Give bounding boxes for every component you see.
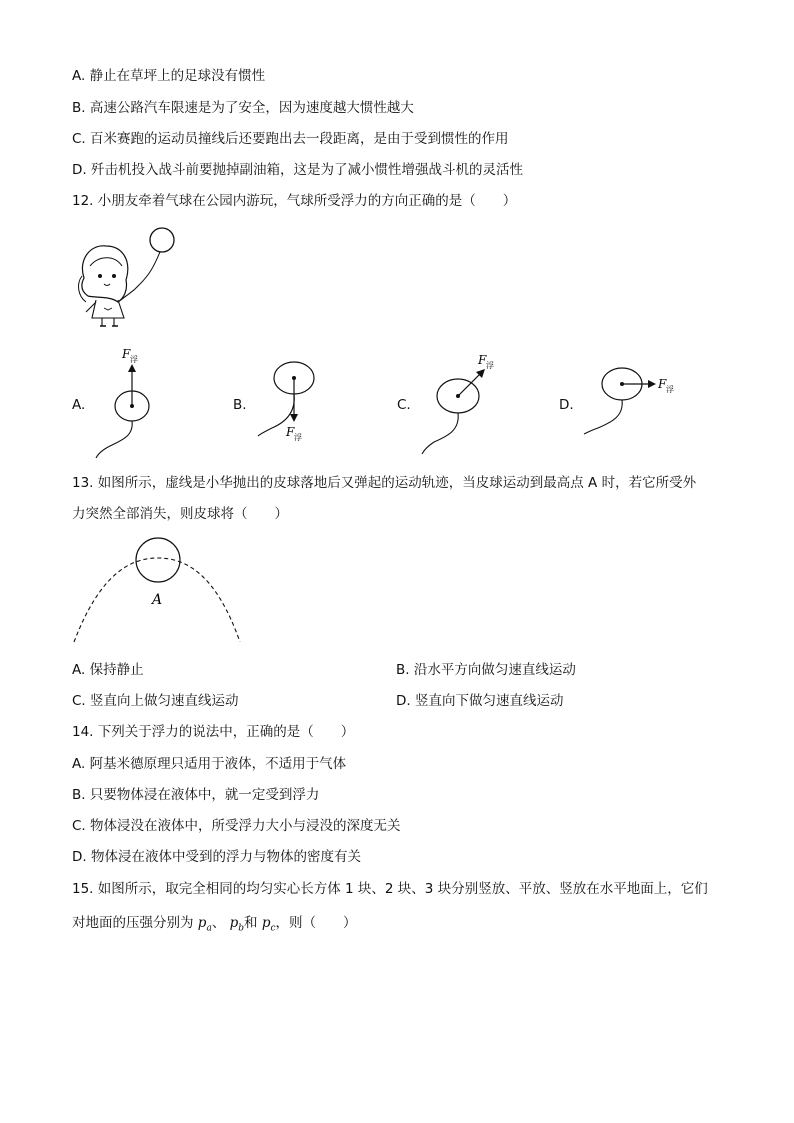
q14-option-c: C. 物体浸没在液体中，所受浮力大小与浸没的深度无关 <box>72 818 401 834</box>
q12-option-b-label: B. <box>233 397 247 413</box>
q15-p-c: $p_c$ <box>261 915 276 934</box>
q12-d-force-label: F <box>658 377 667 391</box>
q12-a-force-label: F <box>122 347 131 361</box>
q15-prefix: 对地面的压强分别为 <box>72 915 194 931</box>
q13-option-d: D. 竖直向下做匀速直线运动 <box>396 693 564 709</box>
q12-b-force-sub: 浮 <box>294 433 302 442</box>
q13-point-label: A <box>152 592 163 608</box>
q11-option-d: D. 歼击机投入战斗前要抛掉副油箱，这是为了减小惯性增强战斗机的灵活性 <box>72 162 523 178</box>
q11-option-a: A. 静止在草坪上的足球没有惯性 <box>72 68 266 84</box>
q11-option-c: C. 百米赛跑的运动员撞线后还要跑出去一段距离，是由于受到惯性的作用 <box>72 131 509 147</box>
q15-stem-line-2 <box>72 914 357 938</box>
q12-option-d-label: D. <box>559 397 574 413</box>
q13-option-a: A. 保持静止 <box>72 662 144 678</box>
q12-option-d-diagram <box>578 364 688 439</box>
q11-option-b: B. 高速公路汽车限速是为了安全，因为速度越大惯性越大 <box>72 100 414 116</box>
q15-stem-line-1: 15. 如图所示，取完全相同的均匀实心长方体 1 块、2 块、3 块分别竖放、平放、竖放在水平地面上，它们 <box>72 881 708 897</box>
q15-sep: 、 <box>211 915 226 931</box>
q15-and: 和 <box>244 915 258 931</box>
q14-stem: 14. 下列关于浮力的说法中，正确的是（ ） <box>72 724 355 740</box>
q13-option-b: B. 沿水平方向做匀速直线运动 <box>396 662 576 678</box>
q14-option-a: A. 阿基米德原理只适用于液体，不适用于气体 <box>72 756 347 772</box>
q12-c-force-sub: 浮 <box>486 361 494 370</box>
q13-option-c: C. 竖直向上做匀速直线运动 <box>72 693 239 709</box>
q12-option-c-diagram <box>414 350 514 455</box>
q12-c-force-label: F <box>478 353 487 367</box>
q14-option-b: B. 只要物体浸在液体中，就一定受到浮力 <box>72 787 320 803</box>
q12-option-b-diagram <box>250 356 330 446</box>
q12-option-a-label: A. <box>72 397 86 413</box>
q15-p-b: $p_b$ <box>229 915 245 934</box>
q13-stem-line-2: 力突然全部消失，则皮球将（ ） <box>72 506 288 522</box>
girl-with-balloon-illustration <box>74 226 184 330</box>
q12-a-force-sub: 浮 <box>130 355 138 364</box>
q12-stem: 12. 小朋友牵着气球在公园内游玩，气球所受浮力的方向正确的是（ ） <box>72 193 517 209</box>
q12-d-force-sub: 浮 <box>666 385 674 394</box>
q15-p-a: $p_a$ <box>197 915 212 934</box>
q15-suffix: ，则（ ） <box>275 915 357 931</box>
q13-trajectory-diagram <box>70 534 250 646</box>
q13-stem-line-1: 13. 如图所示，虚线是小华抛出的皮球落地后又弹起的运动轨迹，当皮球运动到最高点 A 时，若它所受外 <box>72 475 697 491</box>
q12-option-c-label: C. <box>397 397 411 413</box>
q12-b-force-label: F <box>286 425 295 439</box>
q14-option-d: D. 物体浸在液体中受到的浮力与物体的密度有关 <box>72 849 361 865</box>
q12-option-a-diagram <box>88 344 168 459</box>
